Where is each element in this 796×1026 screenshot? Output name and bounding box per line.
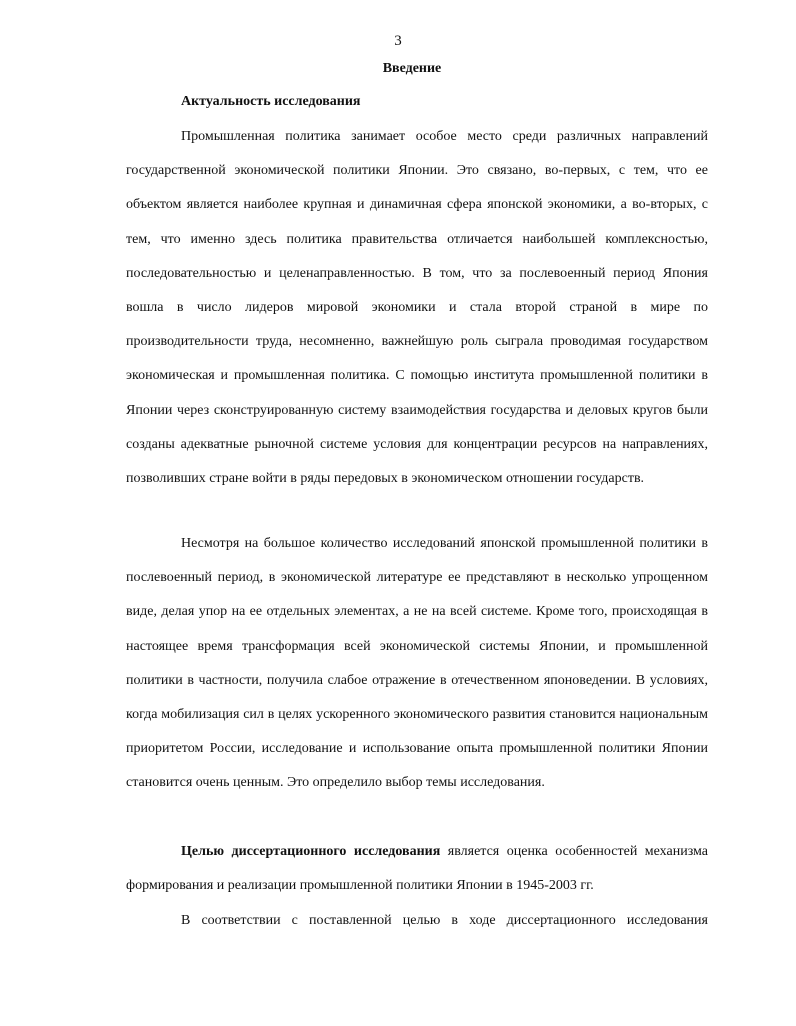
paragraph-text: Промышленная политика занимает особое место среди различных направлений государственной экономической политики Японии. Это связано, во-первых, с тем, что ее объектом является наиболее крупная и динамичная сфера японской экономики, а во-вторых, с тем, что именно здесь политика правительства отличается наибольшей комплексностью, последовательностью и целенаправленностью. В том, что за послевоенный период Япония вошла в число лидеров мировой экономики и стала второй страной в мире по производительности труда, несомненно, важнейшую роль сыграла проводимая государством экономическая и промышленная политика. С помощью института промышленной политики в Японии через сконструированную систему взаимодействия государства и деловых кругов были созданы адекватные рыночной системе условия для концентрации ресурсов на направлениях, позволивших стране войти в ряды передовых в экономическом отношении государств. — [126, 129, 708, 487]
page-number: 3 — [394, 33, 402, 49]
goal-text: является оценка особенностей механизма формирования и реализации промышленной политики Японии в 1945-2003 гг. — [126, 844, 709, 894]
paragraph-topic-choice — [126, 527, 708, 801]
paragraph-text — [126, 835, 708, 903]
paragraph-research-goal — [126, 835, 708, 903]
subheading-relevance: Актуальность исследования — [181, 94, 361, 109]
section-title: Введение — [382, 61, 442, 76]
paragraph-text: В соответствии с поставленной целью в ходе диссертационного исследования — [181, 913, 708, 928]
paragraph-relevance — [126, 120, 708, 496]
paragraph-text: Несмотря на большое количество исследований японской промышленной политики в послевоенный период, в экономической литературе ее представляют в несколько упрощенном виде, делая упор на ее отдельных элементах, а не на всей системе. Кроме того, происходящая в настоящее время трансформация всей экономической системы Японии, и промышленной политики в частности, получила слабое отражение в отечественном японоведении. В условиях, когда мобилизация сил в целях ускоренного экономического развития становится национальным приоритетом России, исследование и использование опыта промышленной политики Японии становится очень ценным. Это определило выбор темы исследования. — [126, 536, 708, 791]
paragraph-continuation — [126, 904, 708, 938]
goal-lead-bold: Целью диссертационного исследования — [181, 844, 441, 859]
